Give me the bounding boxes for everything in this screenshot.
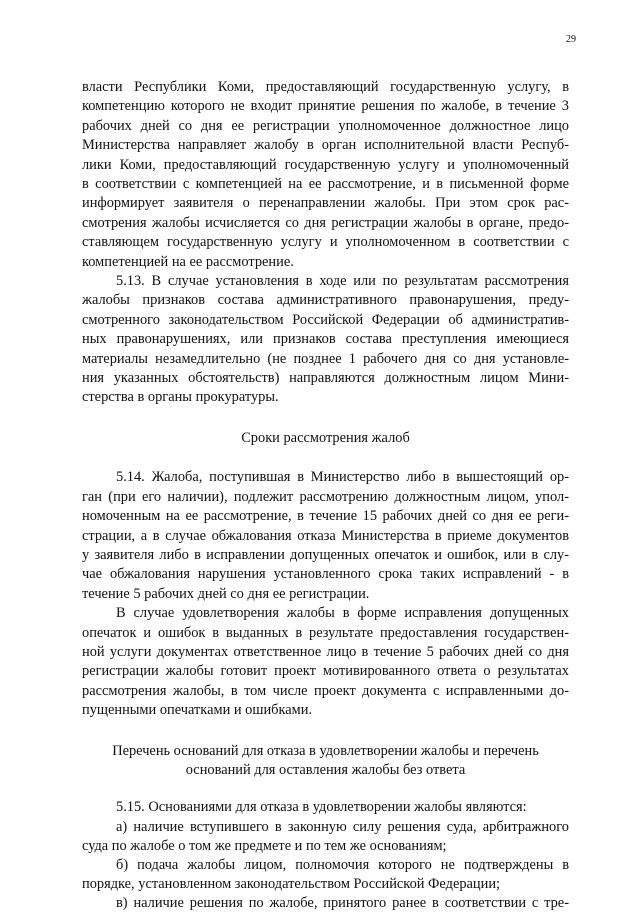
text-line: информирует заявителя о перенаправлении жалобы. При этом срок рас- <box>82 195 569 211</box>
text-line: лики Коми, предоставляющий государственную услугу и уполномоченный <box>82 157 569 173</box>
text-line: рассмотрения жалобы, в том числе проект документа с исправленными до- <box>82 683 569 699</box>
text-line: течение 5 рабочих дней со дня ее регистрации. <box>82 586 370 602</box>
page-number: 29 <box>566 34 576 45</box>
text-line: в соответствии с компетенцией на ее рассмотрение, и в письменной форме <box>82 176 569 192</box>
text-line: пущенными опечатками и ошибками. <box>82 702 313 718</box>
text-line: суда по жалобе о том же предмете и по тем же основаниям; <box>82 838 447 854</box>
text-line: ган (при его наличии), подлежит рассмотрению должностным лицом, упол- <box>82 489 569 505</box>
text-line: 5.15. Основаниями для отказа в удовлетворении жалобы являются: <box>116 799 527 815</box>
text-line: 5.14. Жалоба, поступившая в Министерство либо в вышестоящий ор- <box>116 469 569 485</box>
text-line: компетенцию которого не входит принятие решения по жалобе, в течение 3 <box>82 98 569 114</box>
text-line: смотренного законодательством Российской Федерации об административ- <box>82 312 569 328</box>
text-line: компетенцией на ее рассмотрение. <box>82 254 294 270</box>
text-line: 5.13. В случае установления в ходе или по результатам рассмотрения <box>116 273 569 289</box>
text-line: ния указанных обстоятельств) направляются должностным лицом Мини- <box>82 370 569 386</box>
heading-line: Перечень оснований для отказа в удовлетворении жалобы и перечень <box>112 743 539 759</box>
text-line: Министерства направляет жалобу в орган исполнительной власти Респуб- <box>82 137 569 153</box>
section-heading: Сроки рассмотрения жалоб <box>241 430 410 446</box>
text-line: страции, а в случае обжалования отказа Министерства в приеме документов <box>82 528 569 544</box>
text-line: а) наличие вступившего в законную силу решения суда, арбитражного <box>116 819 569 835</box>
text-line: стерства в органы прокуратуры. <box>82 389 279 405</box>
text-line: порядке, установленном законодательством Российской Федерации; <box>82 876 501 892</box>
text-line: ной услуги документах ответственное лицо в течение 5 рабочих дней со дня <box>82 644 569 660</box>
text-line: регистрации жалобы готовит проект мотивированного ответа о результатах <box>82 663 569 679</box>
text-line: у заявителя либо в исправлении допущенных опечаток и ошибок, или в слу- <box>82 547 569 563</box>
text-line: номоченным на ее рассмотрение, в течение 15 рабочих дней со дня ее реги- <box>82 508 569 524</box>
text-line: В случае удовлетворения жалобы в форме исправления допущенных <box>116 605 569 621</box>
heading-line: оснований для оставления жалобы без ответа <box>185 762 466 778</box>
text-line: б) подача жалобы лицом, полномочия которого не подтверждены в <box>116 857 569 873</box>
text-line: ных правонарушениях, или признаков состава преступления имеющиеся <box>82 331 569 347</box>
text-line: смотрения жалобы исчисляется со дня регистрации жалобы в органе, предо- <box>82 215 569 231</box>
text-line: ставляющем государственную услугу и уполномоченном в соответствии с <box>82 234 569 250</box>
text-line: жалобы признаков состава административного правонарушения, преду- <box>82 292 569 308</box>
text-line: в) наличие решения по жалобе, принятого ранее в соответствии с тре- <box>116 895 569 911</box>
text-line: чае обжалования нарушения установленного срока таких исправлений - в <box>82 566 569 582</box>
text-line: материалы незамедлительно (не позднее 1 рабочего дня со дня установле- <box>82 351 569 367</box>
text-line: опечаток и ошибок в выданных в результате предоставления государствен- <box>82 625 569 641</box>
text-line: власти Республики Коми, предоставляющий государственную услугу, в <box>82 79 569 95</box>
text-line: рабочих дней со дня ее регистрации уполномоченное должностное лицо <box>82 118 569 134</box>
